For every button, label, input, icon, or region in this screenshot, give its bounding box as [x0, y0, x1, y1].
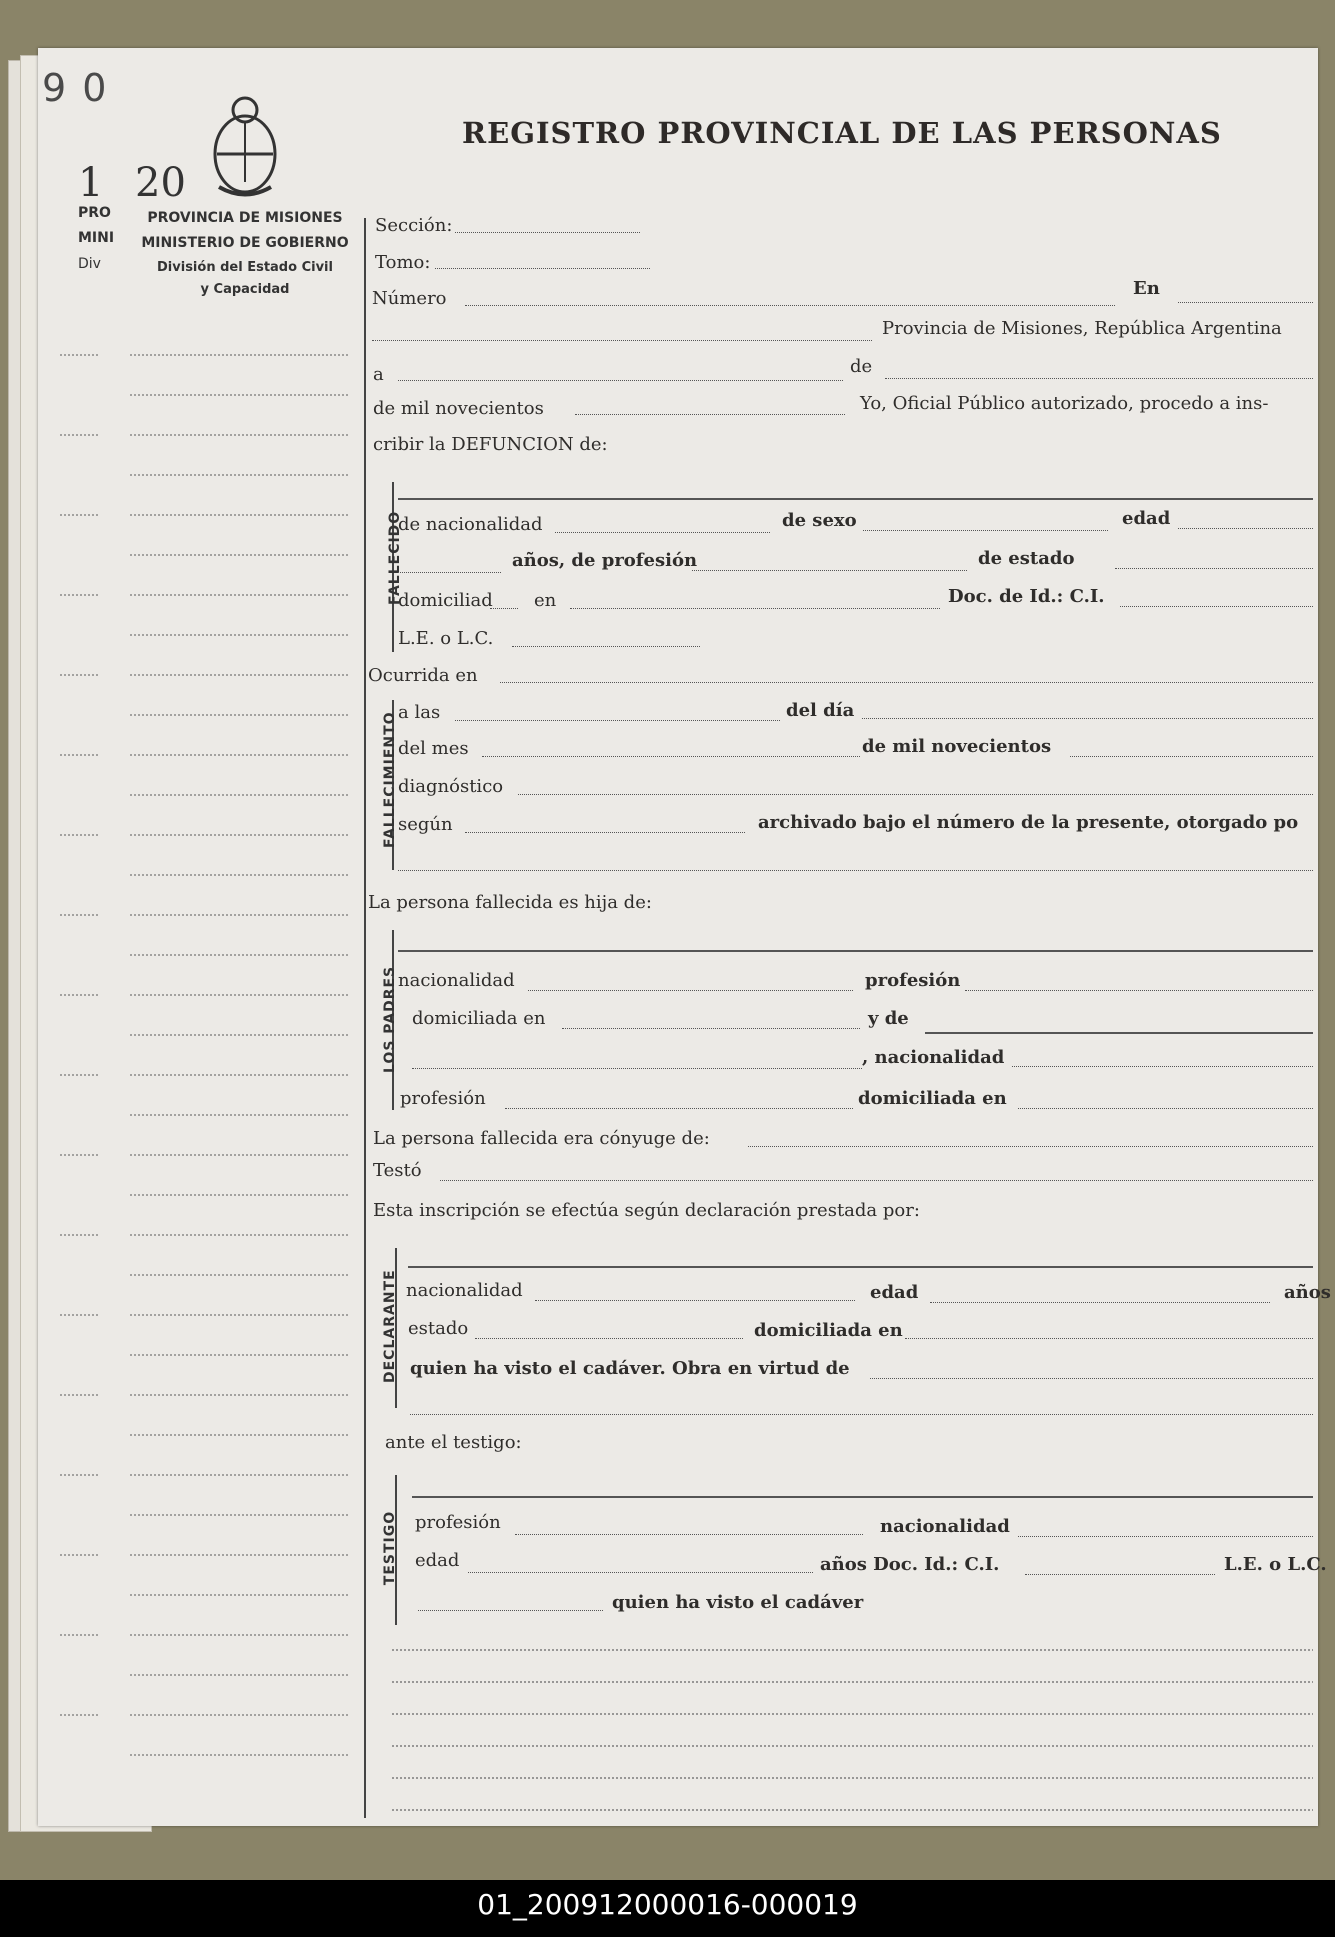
domiciliad-label: domiciliad: [398, 590, 493, 611]
testigo-profesion-field[interactable]: [515, 1534, 863, 1535]
testigo-nacionalidad-field[interactable]: [1018, 1536, 1313, 1537]
testigo-edad-field[interactable]: [468, 1572, 813, 1573]
testo-field[interactable]: [440, 1180, 1313, 1181]
en-label: En: [1133, 278, 1160, 299]
del-mes-label: del mes: [398, 738, 469, 759]
testigo-extra-field[interactable]: [418, 1610, 603, 1611]
declarante-name-line[interactable]: [408, 1266, 1313, 1268]
estado-label: de estado: [978, 548, 1075, 569]
madre-profesion-field[interactable]: [505, 1108, 853, 1109]
le-field[interactable]: [512, 646, 700, 647]
testigo-ci-field[interactable]: [1025, 1574, 1215, 1575]
otorgado-field[interactable]: [398, 870, 1313, 871]
testigo-name-line[interactable]: [412, 1496, 1313, 1498]
de-field[interactable]: [885, 378, 1313, 379]
mes-field[interactable]: [482, 756, 860, 757]
de-mil-label: de mil novecientos: [373, 398, 544, 419]
testigo-le-label: L.E. o L.C.: [1224, 1554, 1327, 1575]
de-mil-label-2: de mil novecientos: [862, 736, 1052, 757]
stamp-number: 9 0: [42, 66, 109, 110]
madre-domicilio-field[interactable]: [1018, 1108, 1313, 1109]
testo-label: Testó: [373, 1160, 422, 1181]
testigo-nacionalidad-label: nacionalidad: [880, 1516, 1010, 1537]
column-divider: [364, 218, 366, 1818]
back-stub-1: PRO: [78, 205, 111, 221]
edad-field[interactable]: [1178, 528, 1313, 529]
domicilio-field[interactable]: [570, 608, 940, 609]
declarante-extra-field[interactable]: [410, 1414, 1313, 1415]
back-stub-3: Div: [78, 256, 101, 272]
anos-field[interactable]: [398, 572, 501, 573]
madre-profesion-label: profesión: [400, 1088, 486, 1109]
place-field[interactable]: [372, 340, 872, 341]
madre-nacionalidad-field[interactable]: [1012, 1066, 1313, 1067]
archivado-label: archivado bajo el número de la presente, otorgado po: [758, 812, 1299, 833]
padres-side-label: LOS PADRES: [382, 965, 398, 1073]
back-page-number: 1: [78, 160, 104, 206]
padre-domiciliada-label: domiciliada en: [412, 1008, 546, 1029]
nacionalidad-field[interactable]: [555, 532, 770, 533]
diagnostico-field[interactable]: [518, 794, 1313, 795]
father-name-line[interactable]: [398, 950, 1313, 952]
sexo-field[interactable]: [863, 530, 1108, 531]
fallecido-name-line[interactable]: [398, 498, 1313, 500]
division-label: División del Estado Civil: [157, 260, 333, 275]
fallecimiento-side-label: FALLECIMIENTO: [382, 711, 398, 848]
a-field[interactable]: [398, 380, 843, 381]
declarante-estado-field[interactable]: [475, 1338, 743, 1339]
ci-field[interactable]: [1120, 606, 1313, 607]
declarante-nacionalidad-field[interactable]: [535, 1300, 855, 1301]
domiciliad-suffix-field[interactable]: [490, 608, 518, 609]
declarante-side-label: DECLARANTE: [382, 1269, 398, 1383]
mother-name-line[interactable]: [925, 1032, 1313, 1034]
conyuge-field[interactable]: [748, 1146, 1313, 1147]
padre-domicilio-field[interactable]: [562, 1028, 860, 1029]
testigo-edad-label: edad: [415, 1550, 460, 1571]
testigo-cadaver-label: quien ha visto el cadáver: [612, 1592, 864, 1613]
fallecido-side-label: FALLECIDO: [387, 510, 403, 605]
padre-profesion-field[interactable]: [965, 990, 1313, 991]
declarante-anos-label: años: [1284, 1282, 1331, 1303]
madre-domiciliada-label: domiciliada en: [858, 1088, 1007, 1109]
year-field[interactable]: [575, 414, 845, 415]
tomo-label: Tomo:: [375, 252, 431, 273]
le-label: L.E. o L.C.: [398, 628, 494, 649]
a-las-field[interactable]: [455, 720, 780, 721]
hija-label: La persona fallecida es hija de:: [368, 892, 652, 913]
declarante-domicilio-field[interactable]: [905, 1338, 1313, 1339]
declarante-cadaver-label: quien ha visto el cadáver. Obra en virtud de: [410, 1358, 850, 1379]
madre-nacionalidad-label: , nacionalidad: [862, 1047, 1005, 1068]
declarante-edad-label: edad: [870, 1282, 919, 1303]
estado-field[interactable]: [1115, 568, 1313, 569]
padre-nacionalidad-label: nacionalidad: [398, 970, 515, 991]
page-number: 20: [135, 160, 186, 206]
segun-label: según: [398, 814, 453, 835]
a-label: a: [373, 364, 384, 385]
ocurrida-label: Ocurrida en: [368, 665, 478, 686]
declarante-edad-field[interactable]: [930, 1302, 1270, 1303]
padre-nacionalidad-field[interactable]: [528, 990, 853, 991]
dia-field[interactable]: [862, 718, 1313, 719]
testigo-intro-label: ante el testigo:: [385, 1432, 522, 1453]
en-label-2: en: [534, 590, 557, 611]
ocurrida-field[interactable]: [500, 682, 1313, 683]
image-caption: 01_200912000016-000019: [477, 1888, 858, 1921]
diagnostico-label: diagnóstico: [398, 776, 504, 797]
declarante-nacionalidad-label: nacionalidad: [406, 1280, 523, 1301]
segun-field[interactable]: [465, 832, 745, 833]
del-dia-label: del día: [786, 700, 855, 721]
yo-label: Yo, Oficial Público autorizado, procedo a ins-: [860, 393, 1269, 414]
en-field[interactable]: [1178, 302, 1313, 303]
de-label: de: [850, 356, 873, 377]
testigo-doc-label: años Doc. Id.: C.I.: [820, 1554, 1000, 1575]
a-las-label: a las: [398, 702, 441, 723]
padre-profesion-label: profesión: [865, 970, 961, 991]
declarante-estado-label: estado: [408, 1318, 469, 1339]
testigo-side-label: TESTIGO: [382, 1510, 398, 1586]
anos-prof-label: años, de profesión: [512, 550, 698, 571]
year-field-2[interactable]: [1070, 756, 1313, 757]
back-stub-2: MINI: [78, 230, 115, 246]
division-label-2: y Capacidad: [200, 282, 290, 297]
provincia-label: Provincia de Misiones, República Argentina: [882, 318, 1282, 339]
margin-stub-lines: [60, 330, 360, 1810]
sexo-label: de sexo: [782, 510, 857, 531]
nacionalidad-label: de nacionalidad: [398, 514, 543, 535]
testigo-profesion-label: profesión: [415, 1512, 501, 1533]
notes-lines[interactable]: [390, 1640, 1320, 1820]
ministry-label: MINISTERIO DE GOBIERNO: [141, 235, 349, 251]
seccion-label: Sección:: [375, 215, 453, 236]
numero-field[interactable]: [465, 305, 1115, 306]
seccion-field[interactable]: [455, 232, 640, 233]
tomo-field[interactable]: [435, 268, 650, 269]
coat-of-arms-icon: [205, 92, 285, 202]
province-label: PROVINCIA DE MISIONES: [147, 210, 343, 226]
numero-label: Número: [372, 288, 447, 309]
page-title: REGISTRO PROVINCIAL DE LAS PERSONAS: [462, 116, 1222, 150]
profesion-field[interactable]: [692, 570, 967, 571]
edad-label: edad: [1122, 508, 1171, 529]
cribir-label: cribir la DEFUNCION de:: [373, 434, 608, 455]
mother-name-field[interactable]: [412, 1068, 862, 1069]
inscripcion-label: Esta inscripción se efectúa según declaración prestada por:: [373, 1200, 920, 1221]
obra-virtud-field[interactable]: [870, 1378, 1313, 1379]
y-de-label: y de: [868, 1008, 909, 1029]
doc-label: Doc. de Id.: C.I.: [948, 586, 1105, 607]
conyuge-label: La persona fallecida era cónyuge de:: [373, 1128, 710, 1149]
declarante-domiciliada-label: domiciliada en: [754, 1320, 903, 1341]
